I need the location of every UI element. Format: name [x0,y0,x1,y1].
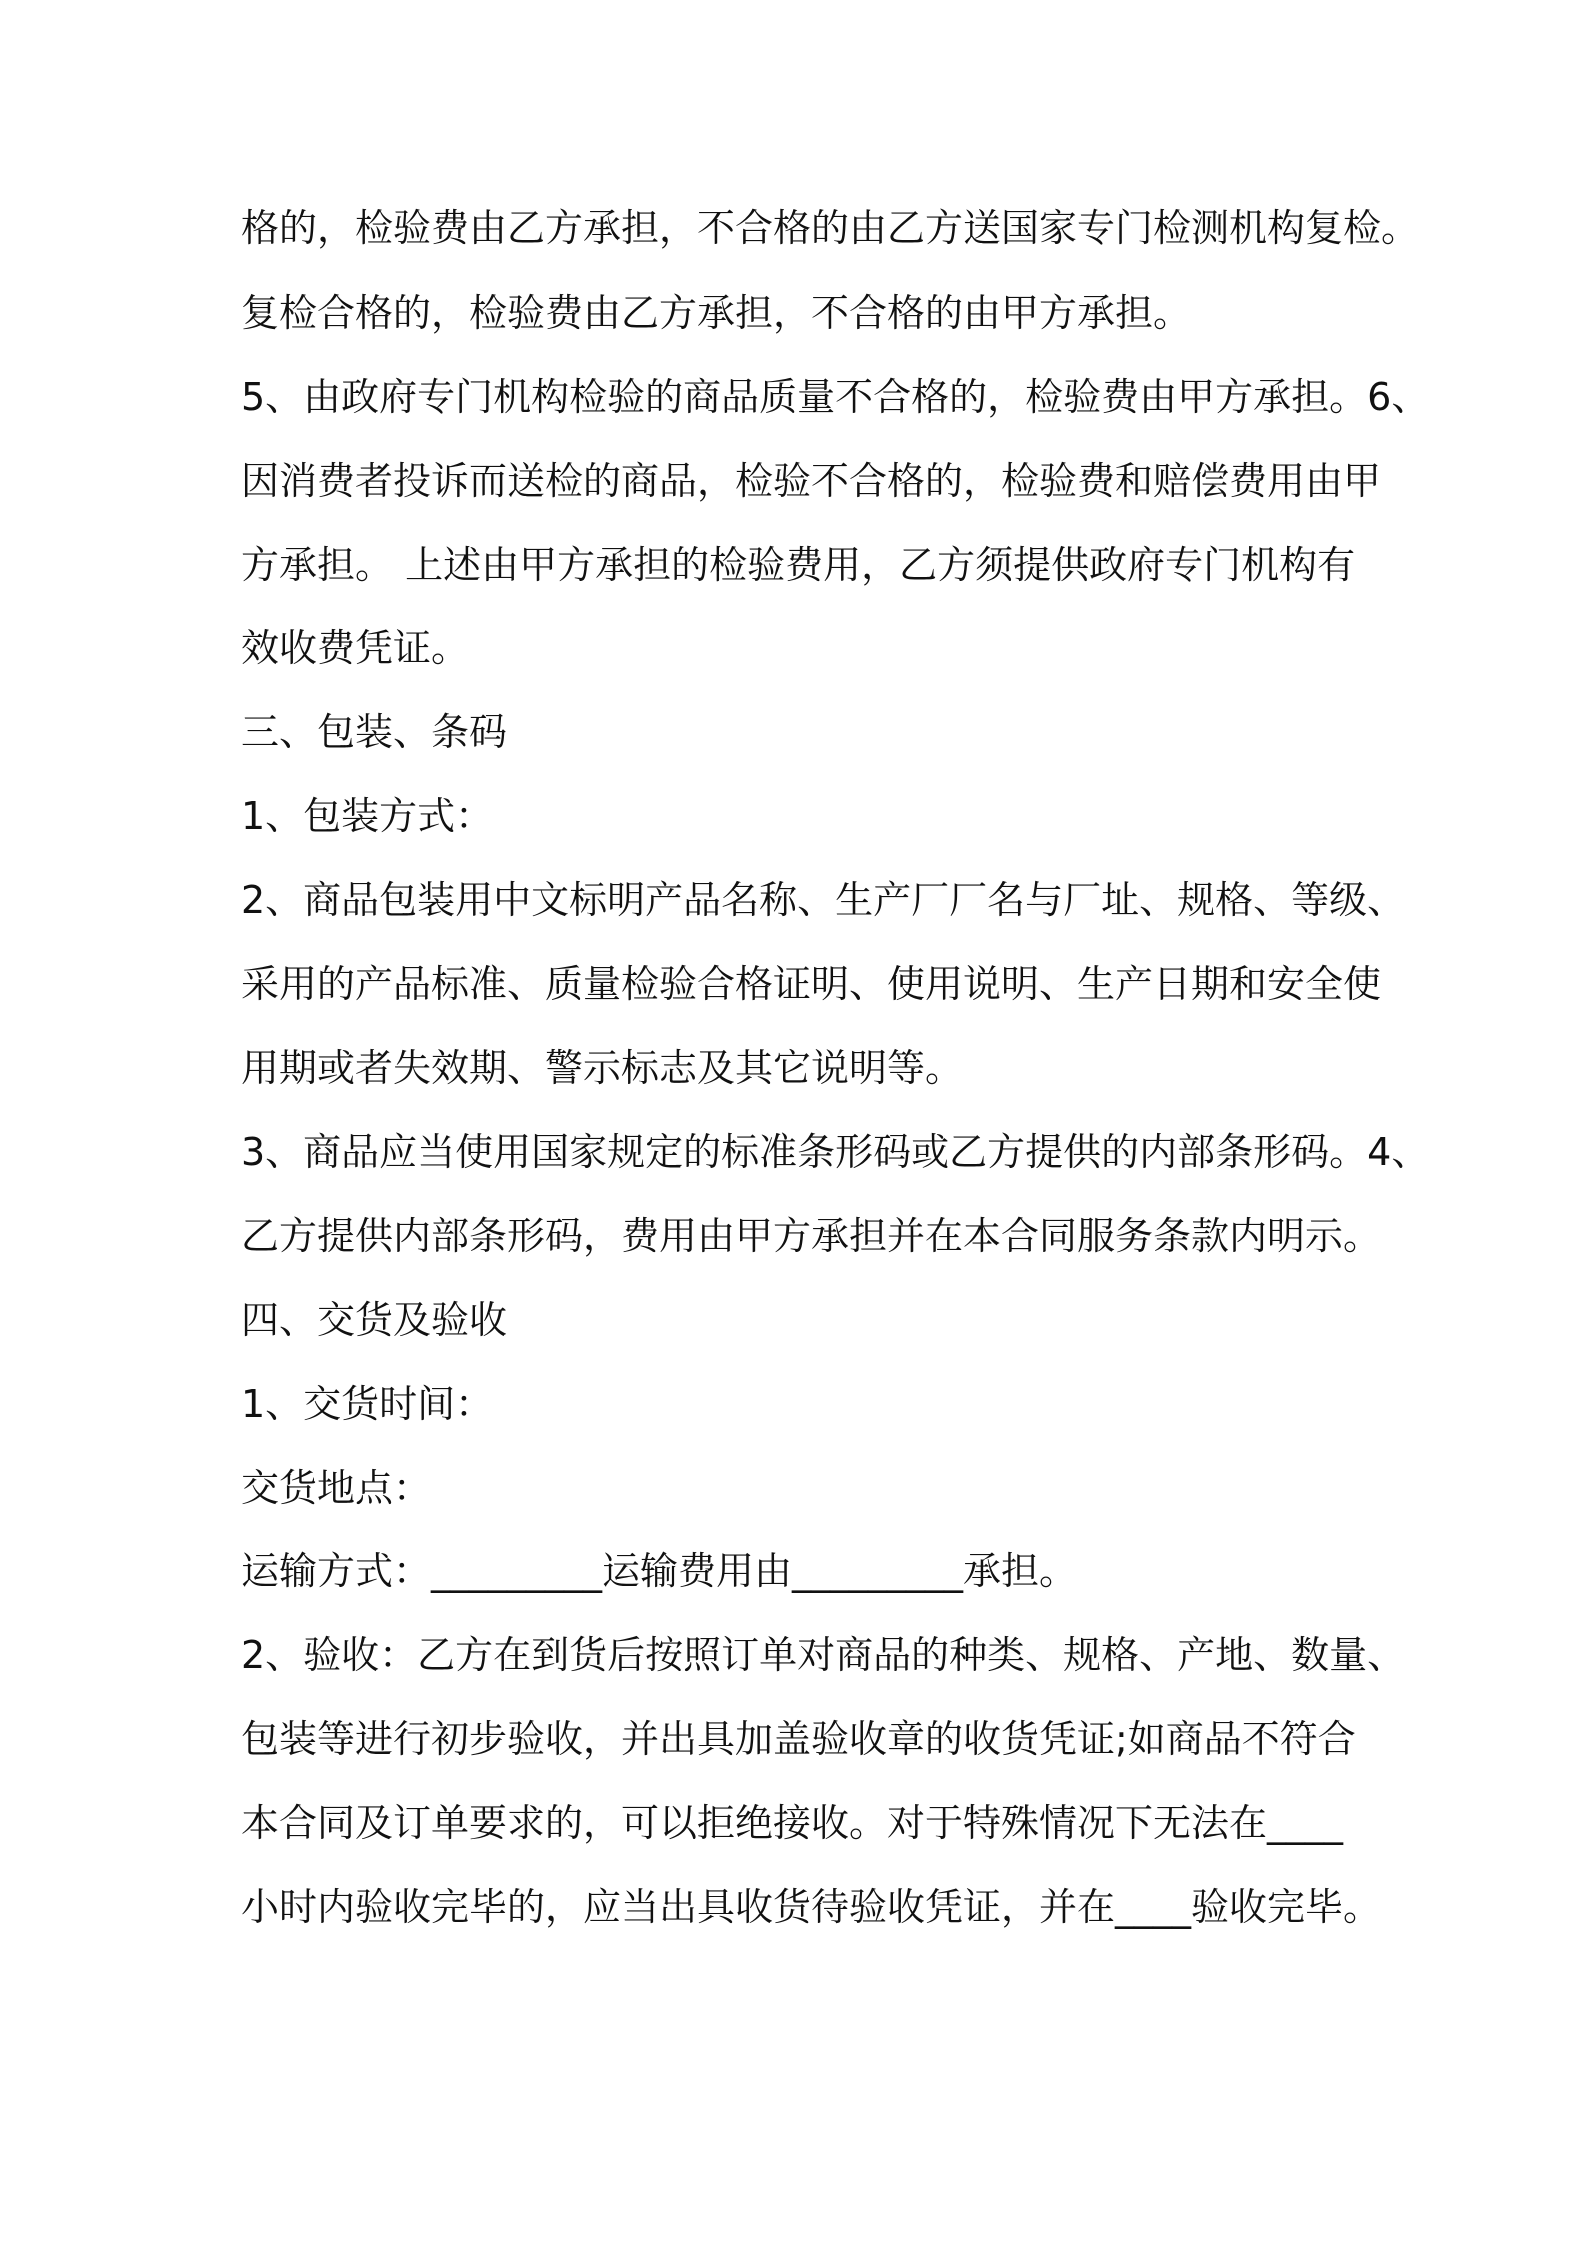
paragraph-line: 方承担。 上述由甲方承担的检验费用，乙方须提供政府专门机构有 [241,543,1356,587]
section-heading: 四、交货及验收 [241,1298,508,1342]
paragraph-line: 效收费凭证。 [241,626,470,670]
paragraph-line: 2、验收：乙方在到货后按照订单对商品的种类、规格、产地、数量、 [241,1633,1406,1677]
paragraph-line: 本合同及订单要求的，可以拒绝接收。对于特殊情况下无法在____ [241,1801,1344,1845]
paragraph-line: 5、由政府专门机构检验的商品质量不合格的，检验费由甲方承担。6、 [241,375,1430,419]
paragraph-line: 1、交货时间： [241,1382,494,1426]
paragraph-line: 因消费者投诉而送检的商品，检验不合格的，检验费和赔偿费用由甲 [241,459,1382,503]
paragraph-line: 采用的产品标准、质量检验合格证明、使用说明、生产日期和安全使 [241,962,1382,1006]
paragraph-line: 小时内验收完毕的，应当出具收货待验收凭证，并在____验收完毕。 [241,1885,1382,1929]
paragraph-line: 2、商品包装用中文标明产品名称、生产厂厂名与厂址、规格、等级、 [241,878,1406,922]
paragraph-line: 包装等进行初步验收，并出具加盖验收章的收货凭证;如商品不符合 [241,1717,1356,1761]
paragraph-line: 格的，检验费由乙方承担，不合格的由乙方送国家专门检测机构复检。 [241,206,1420,250]
section-heading: 三、包装、条码 [241,710,508,754]
paragraph-line: 复检合格的，检验费由乙方承担，不合格的由甲方承担。 [241,291,1192,335]
paragraph-line: 3、商品应当使用国家规定的标准条形码或乙方提供的内部条形码。4、 [241,1130,1430,1174]
paragraph-line: 交货地点： [241,1466,432,1510]
paragraph-line: 运输方式：_________运输费用由_________承担。 [241,1549,1078,1593]
paragraph-line: 1、包装方式： [241,794,494,838]
paragraph-line: 乙方提供内部条形码，费用由甲方承担并在本合同服务条款内明示。 [241,1214,1382,1258]
paragraph-line: 用期或者失效期、警示标志及其它说明等。 [241,1046,964,1090]
